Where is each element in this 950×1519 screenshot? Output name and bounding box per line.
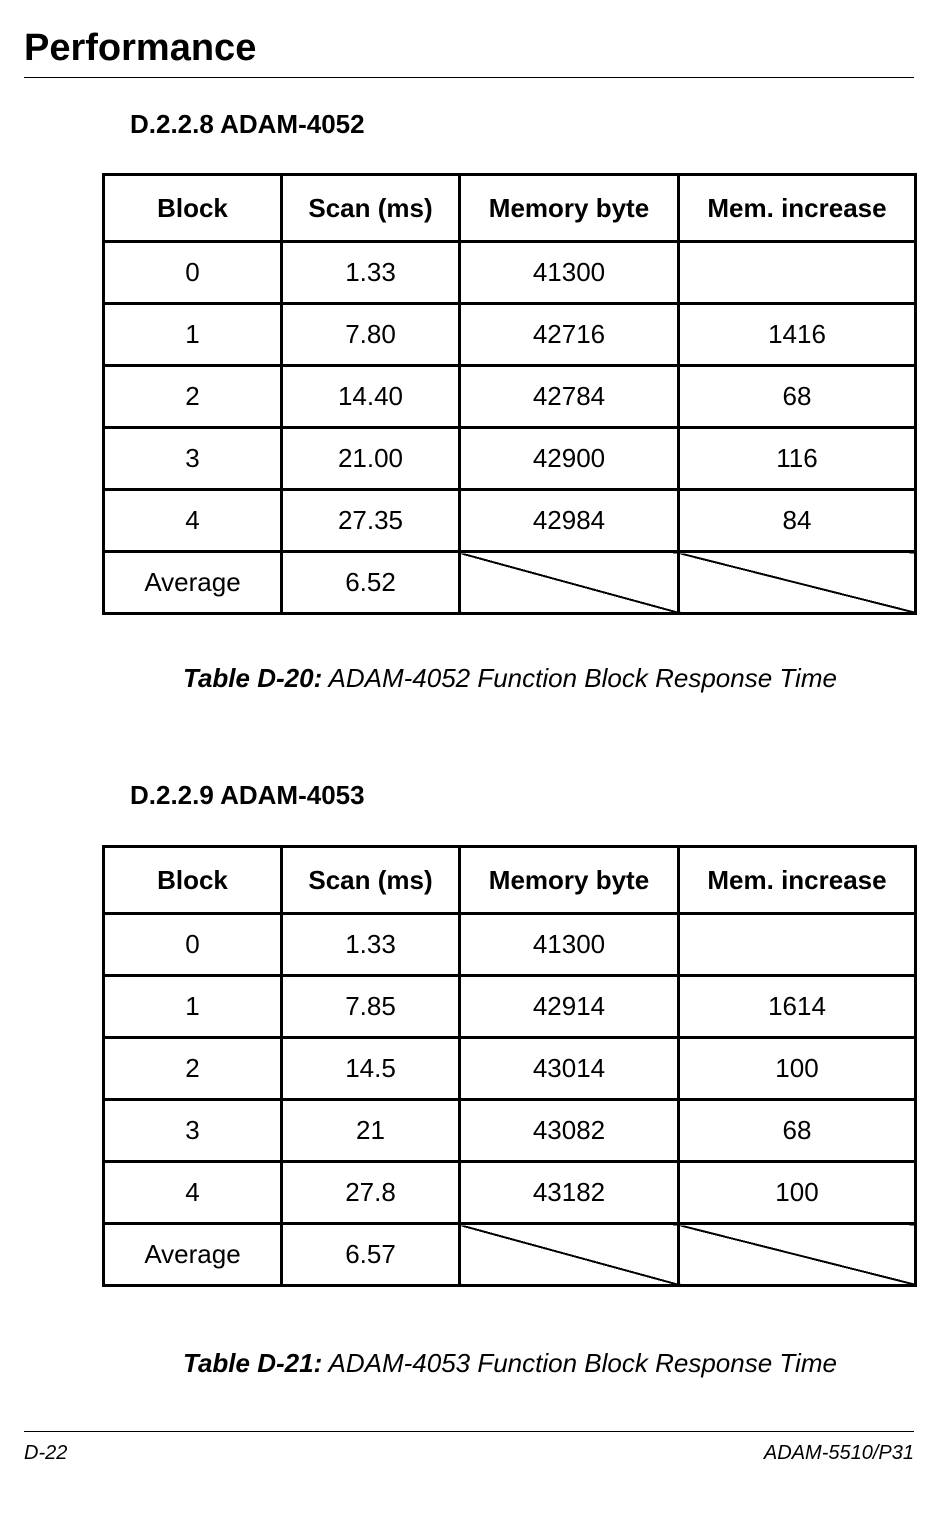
footer-document-name: ADAM-5510/P31: [763, 1442, 914, 1464]
cell-memory-byte: 41300: [460, 914, 679, 976]
header-block: Block: [104, 847, 282, 914]
cell-mem-increase: [679, 242, 916, 304]
cell-block: 2: [104, 366, 282, 428]
cell-scan: 14.5: [282, 1038, 460, 1100]
cell-block: 1: [104, 304, 282, 366]
caption-label: Table D-20:: [183, 663, 323, 693]
cell-memory-byte: 42716: [460, 304, 679, 366]
cell-mem-increase: 100: [679, 1162, 916, 1224]
cell-block: 2: [104, 1038, 282, 1100]
table-row: [104, 1038, 916, 1100]
cell-memory-byte: 42984: [460, 490, 679, 552]
cell-mem-increase: 1416: [679, 304, 916, 366]
cell-block: 1: [104, 976, 282, 1038]
footer-divider: [24, 1431, 914, 1432]
cell-mem-increase: [679, 914, 916, 976]
caption-label: Table D-21:: [183, 1348, 323, 1378]
cell-not-applicable: [460, 552, 679, 614]
cell-scan: 14.40: [282, 366, 460, 428]
cell-block: Average: [104, 552, 282, 614]
table-row-average: [104, 552, 916, 614]
table-adam-4052: [102, 173, 917, 615]
table-row: [104, 1162, 916, 1224]
header-scan: Scan (ms): [282, 847, 460, 914]
cell-scan: 6.57: [282, 1224, 460, 1286]
cell-block: 3: [104, 428, 282, 490]
section-heading-adam-4053: [130, 779, 365, 811]
cell-block: Average: [104, 1224, 282, 1286]
cell-scan: 27.8: [282, 1162, 460, 1224]
cell-memory-byte: 43182: [460, 1162, 679, 1224]
cell-mem-increase: 1614: [679, 976, 916, 1038]
table-adam-4053: [102, 845, 917, 1287]
cell-scan: 21: [282, 1100, 460, 1162]
table-row: [104, 366, 916, 428]
table-row: [104, 1100, 916, 1162]
table-row: [104, 242, 916, 304]
cell-memory-byte: 42784: [460, 366, 679, 428]
table-row: [104, 490, 916, 552]
cell-memory-byte: 42914: [460, 976, 679, 1038]
cell-scan: 27.35: [282, 490, 460, 552]
table-row: [104, 304, 916, 366]
header-scan: Scan (ms): [282, 175, 460, 242]
section-heading-adam-4052: [130, 108, 365, 140]
section-number: D.2.2.8: [130, 109, 214, 139]
header-block: Block: [104, 175, 282, 242]
cell-scan: 1.33: [282, 242, 460, 304]
header-memory-byte: Memory byte: [460, 847, 679, 914]
cell-scan: 21.00: [282, 428, 460, 490]
section-title: ADAM-4052: [220, 109, 365, 139]
header-mem-increase: Mem. increase: [679, 847, 916, 914]
cell-memory-byte: 41300: [460, 242, 679, 304]
cell-not-applicable: [460, 1224, 679, 1286]
cell-scan: 7.80: [282, 304, 460, 366]
cell-scan: 1.33: [282, 914, 460, 976]
cell-block: 4: [104, 1162, 282, 1224]
cell-block: 3: [104, 1100, 282, 1162]
section-number: D.2.2.9: [130, 780, 214, 810]
caption-text: ADAM-4053 Function Block Response Time: [328, 1348, 837, 1378]
table-caption-d-21: [0, 1347, 950, 1379]
cell-block: 0: [104, 242, 282, 304]
cell-memory-byte: 43082: [460, 1100, 679, 1162]
table-header-row: [104, 175, 916, 242]
cell-not-applicable: [679, 1224, 916, 1286]
cell-mem-increase: 84: [679, 490, 916, 552]
title-divider: [24, 77, 914, 78]
cell-block: 0: [104, 914, 282, 976]
caption-text: ADAM-4052 Function Block Response Time: [328, 663, 837, 693]
header-memory-byte: Memory byte: [460, 175, 679, 242]
table-row: [104, 976, 916, 1038]
cell-memory-byte: 43014: [460, 1038, 679, 1100]
table-row: [104, 428, 916, 490]
cell-scan: 7.85: [282, 976, 460, 1038]
cell-mem-increase: 68: [679, 1100, 916, 1162]
table-caption-d-20: [0, 662, 950, 694]
cell-block: 4: [104, 490, 282, 552]
footer-page-number: D-22: [24, 1442, 68, 1464]
cell-mem-increase: 100: [679, 1038, 916, 1100]
table-header-row: [104, 847, 916, 914]
table-row-average: [104, 1224, 916, 1286]
cell-scan: 6.52: [282, 552, 460, 614]
cell-not-applicable: [679, 552, 916, 614]
cell-mem-increase: 116: [679, 428, 916, 490]
section-title: ADAM-4053: [220, 780, 365, 810]
cell-mem-increase: 68: [679, 366, 916, 428]
table-row: [104, 914, 916, 976]
header-mem-increase: Mem. increase: [679, 175, 916, 242]
cell-memory-byte: 42900: [460, 428, 679, 490]
page-title: Performance: [24, 27, 257, 69]
